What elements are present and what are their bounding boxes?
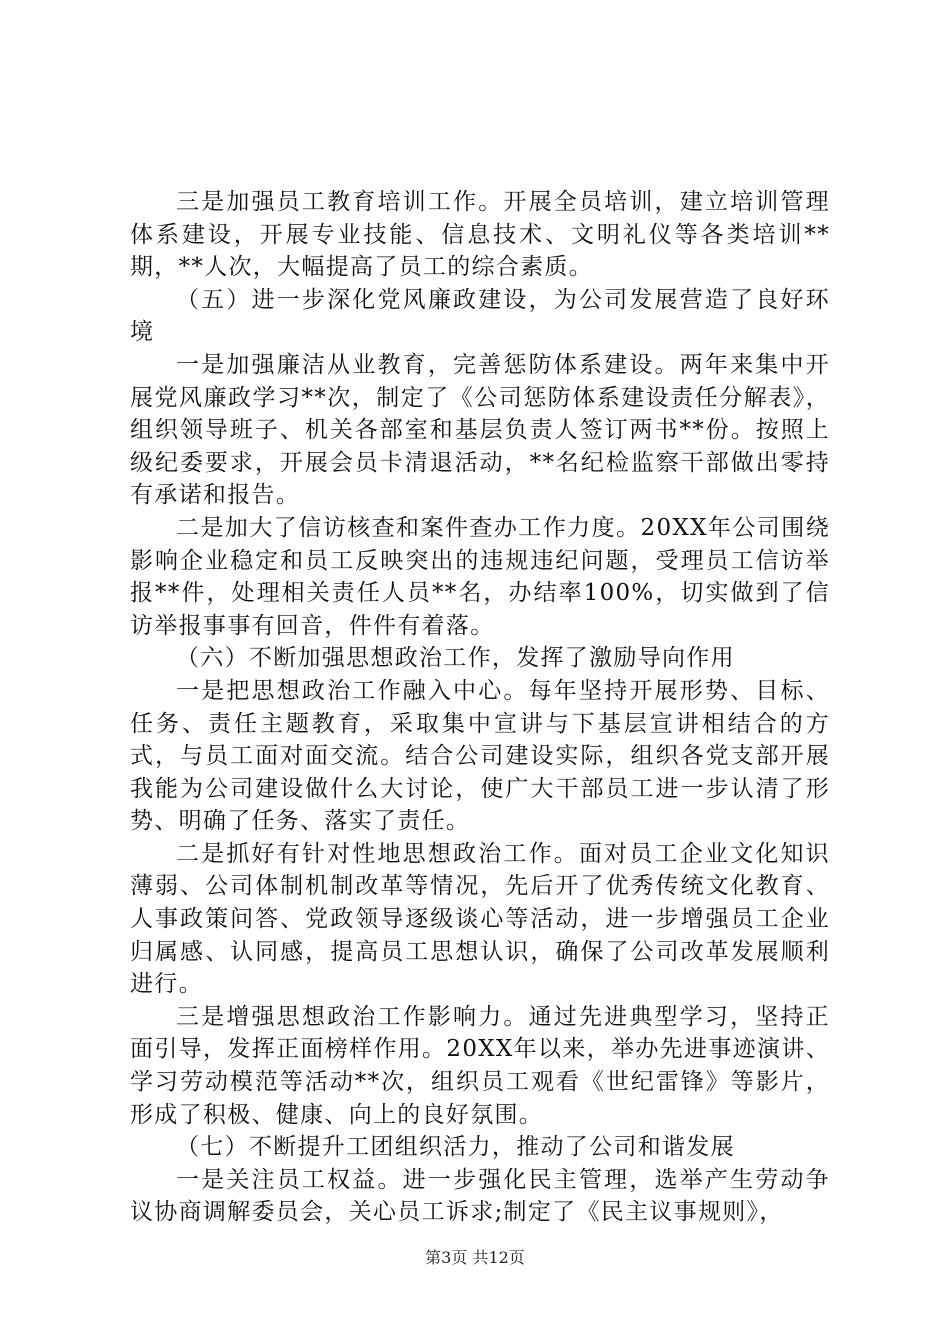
page-footer	[0, 1245, 950, 1268]
section-heading-7: （七）不断提升工团组织活力，推动了公司和谐发展	[176, 1134, 735, 1161]
paragraph-4: 一是把思想政治工作融入中心。每年坚持开展形势、目标、任务、责任主题教育，采取集中宣讲与下基层宣讲相结合的方式，与员工面对面交流。结合公司建设实际，组织各党支部开展我能为公司建设做什么大讨论，使广大干部员工进一步认清了形势、明确了任务、落实了责任。	[130, 677, 830, 835]
paragraph-6: 三是增强思想政治工作影响力。通过先进典型学习，坚持正面引导，发挥正面榜样作用。20XX年以来，举办先进事迹演讲、学习劳动模范等活动**次，组织员工观看《世纪雷锋》等影片，形成了积极、健康、向上的良好氛围。	[130, 1003, 830, 1128]
paragraph-5: 二是抓好有针对性地思想政治工作。面对员工企业文化知识薄弱、公司体制机制改革等情况，先后开了优秀传统文化教育、人事政策问答、党政领导逐级谈心等活动，进一步增强员工企业归属感、认同感，提高员工思想认识，确保了公司改革发展顺利进行。	[130, 840, 830, 998]
section-heading-6: （六）不断加强思想政治工作，发挥了激励导向作用	[176, 645, 735, 672]
document-body	[130, 186, 830, 1229]
paragraph-2: 一是加强廉洁从业教育，完善惩防体系建设。两年来集中开展党风廉政学习**次，制定了《公司惩防体系建设责任分解表》，组织领导班子、机关各部室和基层负责人签订两书**份。按照上级纪委要求，开展会员卡清退活动，**名纪检监察干部做出零持有承诺和报告。	[130, 351, 830, 509]
paragraph-1: 三是加强员工教育培训工作。开展全员培训，建立培训管理体系建设，开展专业技能、信息技术、文明礼仪等各类培训**期，**人次，大幅提高了员工的综合素质。	[130, 189, 830, 281]
page-number-label: 第3页 共12页	[425, 1248, 525, 1267]
paragraph-3: 二是加大了信访核查和案件查办工作力度。20XX年公司围绕影响企业稳定和员工反映突出的违规违纪问题，受理员工信访举报**件，处理相关责任人员**名，办结率100%，切实做到了信访举报事事有回音，件件有着落。	[130, 514, 830, 639]
paragraph-7: 一是关注员工权益。进一步强化民主管理，选举产生劳动争议协商调解委员会，关心员工诉求;制定了《民主议事规则》，	[130, 1166, 830, 1226]
section-heading-5: （五）进一步深化党风廉政建设，为公司发展营造了良好环境	[130, 286, 830, 346]
